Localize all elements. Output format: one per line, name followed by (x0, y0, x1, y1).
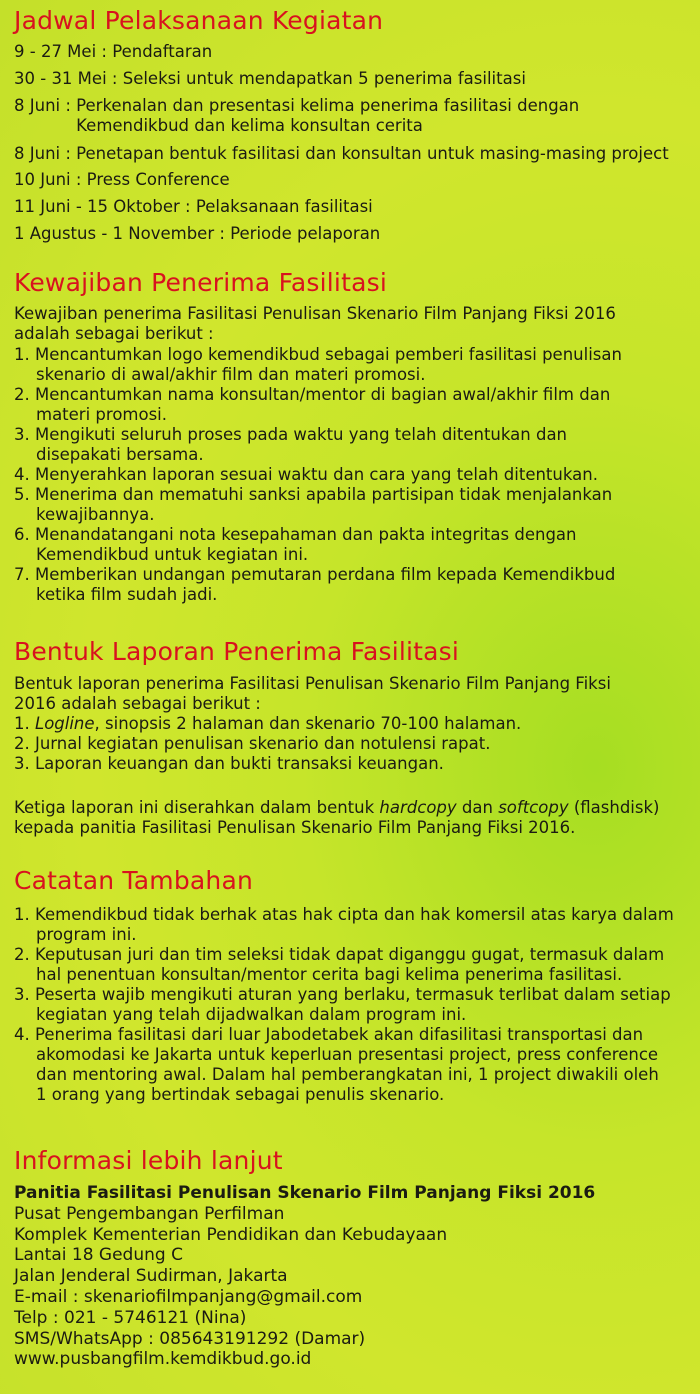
contact-line: Lantai 18 Gedung C (14, 1245, 183, 1266)
schedule-date: 9 - 27 Mei (14, 42, 97, 61)
schedule-heading: Jadwal Pelaksanaan Kegiatan (14, 6, 384, 35)
schedule-item: 9 - 27 Mei : Pendaftaran (14, 42, 213, 61)
report-closing: Ketiga laporan ini diserahkan dalam bentuk hardcopy dan softcopy (flashdisk) kepada panitia Fasilitasi Penulisan Skenario Film Panjang Fiksi 2016. (14, 798, 660, 837)
list-item: 6. Menandatangani nota kesepahaman dan pakta integritas dengan Kemendikbud untuk kegiatan ini. (14, 525, 577, 564)
schedule-item: 11 Juni - 15 Oktober : Pelaksanaan fasilitasi (14, 197, 373, 216)
list-item: 2. Mencantumkan nama konsultan/mentor di bagian awal/akhir film dan materi promosi. (14, 385, 611, 424)
website-line: www.pusbangfilm.kemdikbud.go.id (14, 1349, 312, 1370)
list-item: 3. Peserta wajib mengikuti aturan yang berlaku, termasuk terlibat dalam setiap kegiatan yang telah dijadwalkan dalam program ini. (14, 985, 671, 1024)
list-item: 2. Jurnal kegiatan penulisan skenario dan notulensi rapat. (14, 734, 491, 753)
schedule-desc: Pendaftaran (112, 42, 213, 61)
softcopy-term: softcopy (498, 798, 569, 817)
contact-line: Komplek Kementerian Pendidikan dan Kebudayaan (14, 1224, 448, 1245)
notes-list (14, 905, 674, 1105)
schedule-date: 8 Juni (14, 144, 61, 163)
contact-heading: Informasi lebih lanjut (14, 1146, 283, 1175)
schedule-date: 30 - 31 Mei (14, 69, 107, 88)
list-item: 3. Mengikuti seluruh proses pada waktu yang telah ditentukan dan disepakati bersama. (14, 425, 568, 464)
list-item: 3. Laporan keuangan dan bukti transaksi keuangan. (14, 754, 444, 773)
notes-heading: Catatan Tambahan (14, 866, 254, 895)
schedule-item: 8 Juni : Penetapan bentuk fasilitasi dan konsultan untuk masing-masing project (14, 144, 669, 163)
schedule-item: 1 Agustus - 1 November : Periode pelaporan (14, 224, 381, 243)
list-item: 5. Menerima dan mematuhi sanksi apabila partisipan tidak menjalankan kewajibannya. (14, 485, 613, 524)
schedule-date: 1 Agustus - 1 November (14, 224, 215, 243)
contact-line: Pusat Pengembangan Perfilman (14, 1203, 285, 1224)
phone-line: Telp : 021 - 5746121 (Nina) (14, 1307, 247, 1328)
hardcopy-term: hardcopy (379, 798, 457, 817)
report-intro: Bentuk laporan penerima Fasilitasi Penulisan Skenario Film Panjang Fiksi 2016 adalah sebagai berikut : (14, 674, 611, 713)
schedule-desc: Seleksi untuk mendapatkan 5 penerima fasilitasi (122, 69, 526, 88)
obligations-list (14, 345, 654, 605)
list-item: 2. Keputusan juri dan tim seleksi tidak dapat diganggu gugat, termasuk dalam hal penentuan konsultan/mentor cerita bagi kelima penerima fasilitasi. (14, 945, 665, 984)
logline-term: Logline (35, 714, 95, 733)
list-item: 1. Mencantumkan logo kemendikbud sebagai pemberi fasilitasi penulisan skenario di awal/akhir film dan materi promosi. (14, 345, 622, 384)
schedule-item: 10 Juni : Press Conference (14, 170, 230, 189)
email-line: E-mail : skenariofilmpanjang@gmail.com (14, 1286, 363, 1307)
list-item: 1. Logline, sinopsis 2 halaman dan skenario 70-100 halaman. (14, 714, 522, 733)
report-heading: Bentuk Laporan Penerima Fasilitasi (14, 637, 460, 666)
schedule-date: 8 Juni (14, 96, 61, 115)
organizer-name: Panitia Fasilitasi Penulisan Skenario Film Panjang Fiksi 2016 (14, 1183, 596, 1203)
schedule-desc: Periode pelaporan (230, 224, 381, 243)
schedule-item: 8 Juni : Perkenalan dan presentasi kelima penerima fasilitasi dengan Kemendikbud dan kelima konsultan cerita (14, 96, 604, 136)
obligations-intro: Kewajiban penerima Fasilitasi Penulisan Skenario Film Panjang Fiksi 2016 adalah sebagai berikut : (14, 304, 616, 343)
schedule-desc: Penetapan bentuk fasilitasi dan konsultan untuk masing-masing project (76, 144, 669, 163)
schedule-date: 11 Juni - 15 Oktober (14, 197, 180, 216)
schedule-desc: Pelaksanaan fasilitasi (195, 197, 373, 216)
obligations-heading: Kewajiban Penerima Fasilitasi (14, 268, 387, 297)
contact-block (14, 1183, 595, 1370)
list-item: 4. Penerima fasilitasi dari luar Jabodetabek akan difasilitasi transportasi dan akomodasi ke Jakarta untuk keperluan presentasi project, press conference dan mentoring awal. Dalam hal pemberangkatan ini, 1 project diwakili oleh 1 orang yang bertindak sebagai penulis skenario. (14, 1025, 659, 1104)
schedule-desc: Perkenalan dan presentasi kelima penerima fasilitasi dengan Kemendikbud dan kelima konsultan cerita (76, 96, 580, 135)
list-item: 7. Memberikan undangan pemutaran perdana film kepada Kemendikbud ketika film sudah jadi. (14, 565, 616, 604)
list-item: 1. Kemendikbud tidak berhak atas hak cipta dan hak komersil atas karya dalam program ini. (14, 905, 674, 944)
schedule-date: 10 Juni (14, 170, 71, 189)
schedule-desc: Press Conference (86, 170, 230, 189)
schedule-item: 30 - 31 Mei : Seleksi untuk mendapatkan 5 penerima fasilitasi (14, 69, 526, 88)
report-list (14, 714, 690, 774)
contact-line: Jalan Jenderal Sudirman, Jakarta (14, 1266, 288, 1287)
list-item: 4. Menyerahkan laporan sesuai waktu dan cara yang telah ditentukan. (14, 465, 598, 484)
whatsapp-line: SMS/WhatsApp : 085643191292 (Damar) (14, 1328, 366, 1349)
